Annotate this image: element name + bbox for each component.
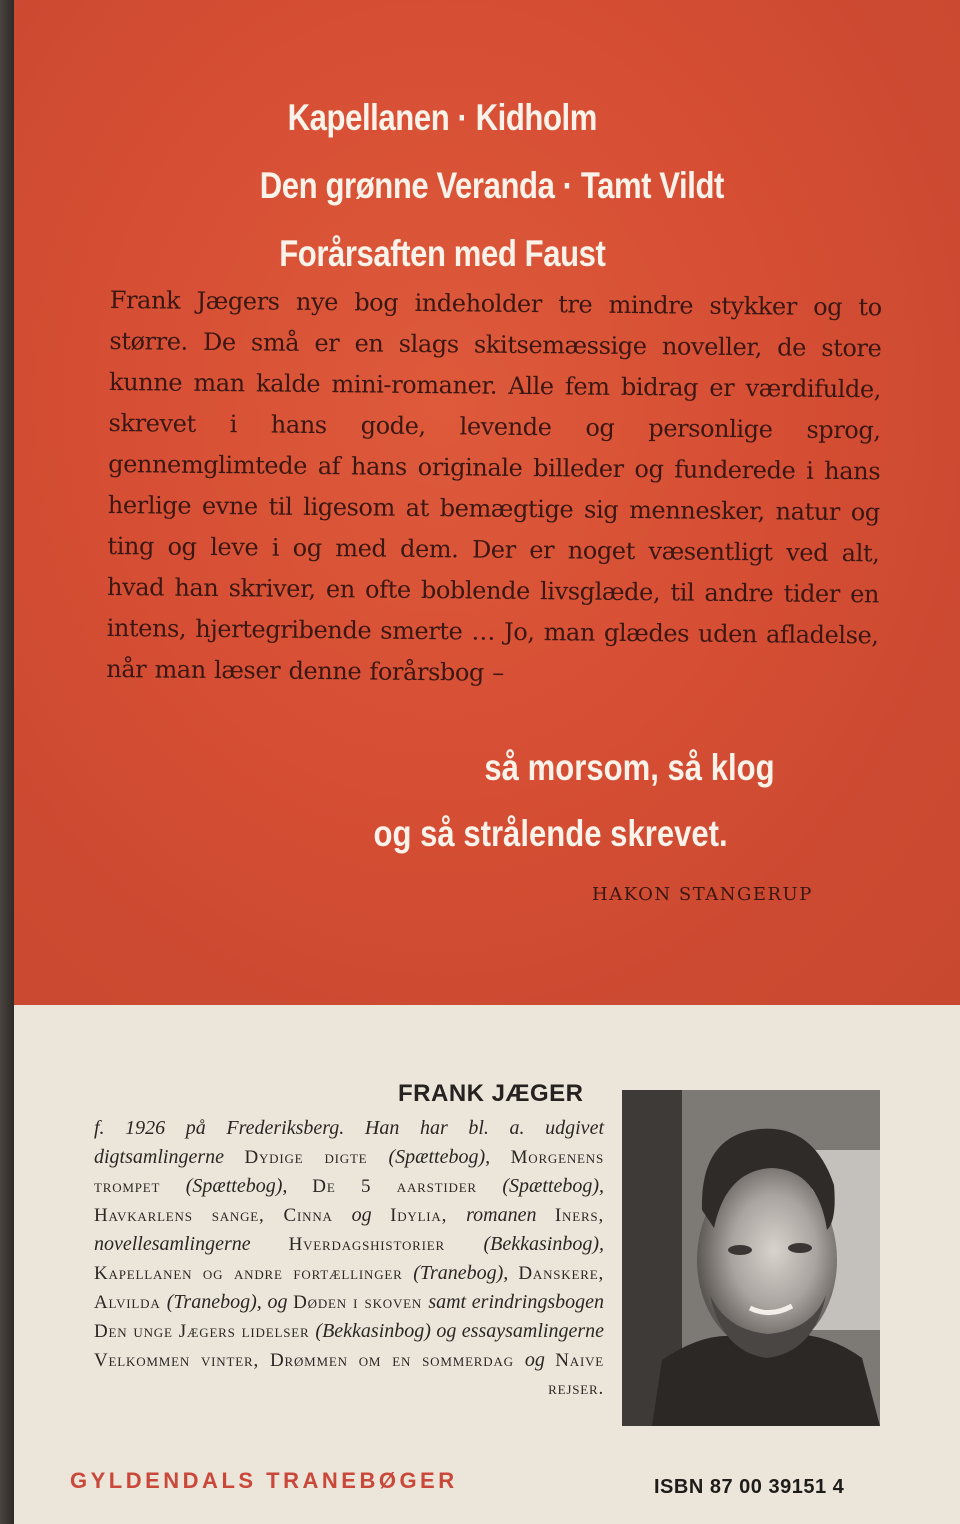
bio-segment: Iners,	[554, 1205, 604, 1226]
bio-segment: f. 1926 på Frederiksberg. Han har bl. a. udgivet digtsamlingerne	[94, 1117, 604, 1168]
bio-segment: Den unge Jægers lidelser	[94, 1321, 316, 1342]
bio-segment: (Spættebog),	[185, 1175, 313, 1197]
bio-segment: Morgenens trompet	[94, 1147, 605, 1197]
bio-segment: novellesamlingerne	[94, 1233, 289, 1255]
bio-segment: Kapellanen og andre fortællinger	[94, 1263, 414, 1284]
bio-segment: og	[524, 1349, 556, 1371]
publisher-name: GYLDENDALS TRANEBØGER	[70, 1468, 458, 1493]
bio-segment: Idylia,	[390, 1205, 467, 1226]
author-name: FRANK JÆGER	[398, 1080, 584, 1107]
bio-segment: samt erindringsbogen	[428, 1291, 604, 1313]
bio-segment: Hverdagshistorier	[288, 1234, 484, 1255]
bio-segment: Danskere, Alvilda	[94, 1263, 604, 1313]
bio-segment: Dydige digte	[244, 1147, 389, 1168]
blurb-text: Frank Jægers nye bog indeholder tre mindre stykker og to større. De små er en slags skitsemæssige noveller, de store kunne man kalde mini-romaner. Alle fem bidrag er værdifulde, skrevet i hans gode, levende og personlige sprog, gennemglimtede af hans originale billeder og funderede i hans herlige evne til ligesom at bemægtige sig mennesker, natur og ting og leve i og med dem. Der er noget væsentligt ved alt, hvad han skriver, en ofte boblende livsglæde, til andre tider en intens, hjertegribende smerte … Jo, man glædes uden afladelse, når man læser denne forårsbog –	[106, 285, 882, 687]
bio-segment: og	[351, 1204, 391, 1226]
bio-segment: (Spættebog),	[388, 1146, 511, 1168]
title-line-3: Forårsaften med Faust	[279, 233, 606, 274]
bio-segment: (Tranebog),	[413, 1262, 519, 1284]
bio-segment: romanen	[466, 1204, 555, 1226]
book-back-cover	[14, 0, 960, 1524]
bio-segment: (Spættebog),	[502, 1175, 605, 1197]
bio-segment: (Tranebog),	[166, 1291, 268, 1313]
author-portrait-icon	[622, 1090, 880, 1426]
bio-segment: (Bekkasinbog),	[483, 1233, 604, 1255]
title-line-1: Kapellanen · Kidholm	[287, 97, 597, 138]
quote-line-1: så morsom, så klog	[484, 747, 775, 788]
bio-segment: Velkommen vinter, Drømmen om en sommerdag	[94, 1350, 525, 1371]
bio-segment: Havkarlens sange, Cinna	[94, 1205, 352, 1226]
bio-segment: Døden i skoven	[293, 1292, 429, 1313]
author-bio	[94, 1114, 604, 1403]
pull-quote	[14, 735, 809, 867]
red-panel	[14, 0, 960, 1005]
isbn: ISBN 87 00 39151 4	[654, 1476, 845, 1498]
story-titles	[83, 84, 878, 288]
quote-line-2: og så strålende skrevet.	[373, 813, 728, 854]
title-line-2: Den grønne Veranda · Tamt Vildt	[259, 165, 724, 206]
quote-author: HAKON STANGERUP	[592, 884, 813, 905]
bio-segment: Naive rejser.	[548, 1350, 605, 1399]
bio-segment: De 5 aarstider	[312, 1176, 503, 1197]
author-photo	[622, 1090, 880, 1426]
bio-segment: og	[267, 1291, 294, 1313]
bio-segment: (Bekkasinbog) og essaysamlingerne	[315, 1320, 604, 1342]
